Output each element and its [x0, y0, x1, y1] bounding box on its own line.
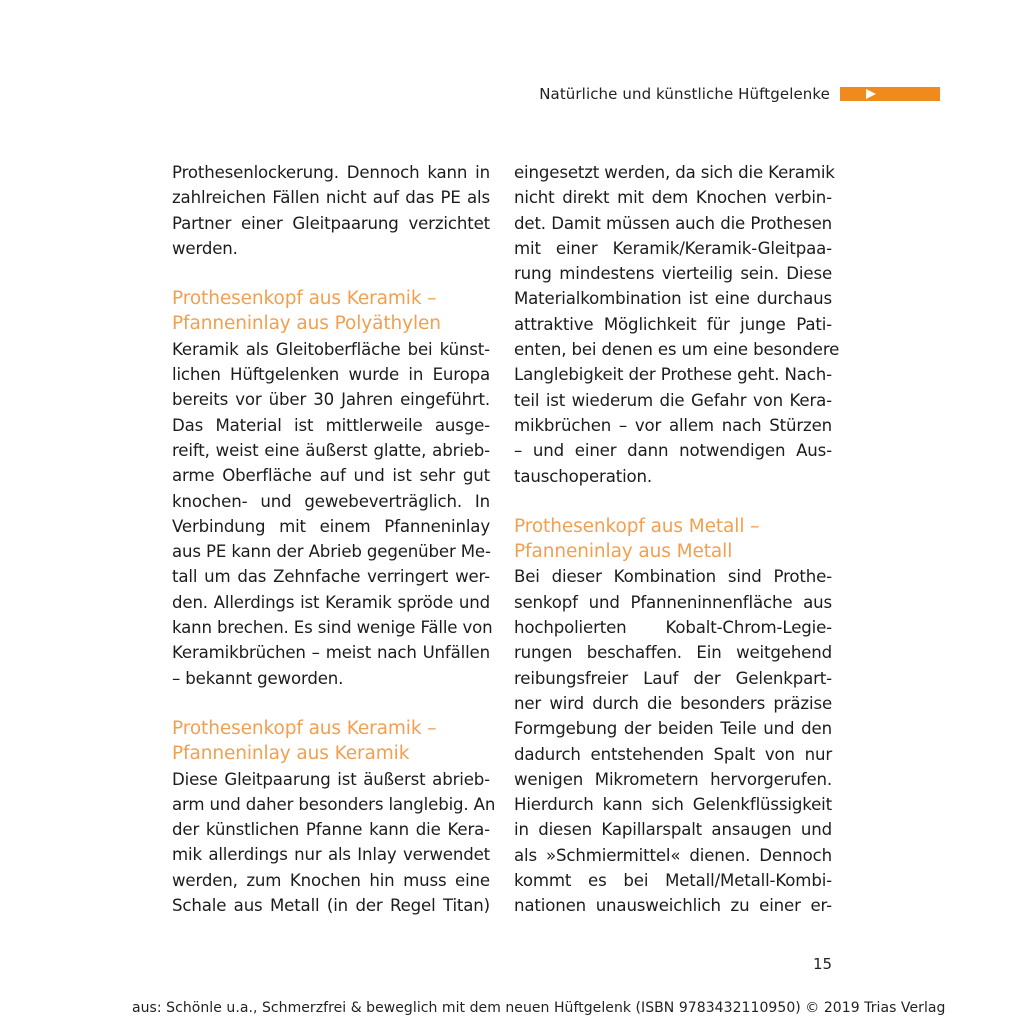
text-line: kommt es bei Metall/Metall-Kombi-: [514, 871, 832, 891]
text-line: reift, weist eine äußerst glatte, abrieb-: [172, 440, 490, 460]
text-line: Materialkombination ist eine durchaus: [514, 289, 832, 309]
text-line: rungen beschaffen. Ein weitgehend: [514, 643, 832, 663]
running-head-title: Natürliche und künstliche Hüftgelenke: [539, 85, 830, 103]
text-line: arm und daher besonders langlebig. An: [172, 794, 496, 814]
text-line: mikbrüchen – vor allem nach Stürzen: [514, 415, 832, 435]
triangle-right-icon: [866, 89, 876, 99]
paragraph: [172, 767, 496, 919]
running-head-accent-bar: [840, 87, 940, 101]
section-heading: [172, 286, 490, 337]
text-line: der künstlichen Pfanne kann die Kera-: [172, 820, 490, 840]
source-citation: aus: Schönle u.a., Schmerzfrei & beweglich mit dem neuen Hüftgelenk (ISBN 9783432110950) © 2019 Trias Verlag: [132, 1000, 946, 1016]
text-line: hochpolierten Kobalt-Chrom-Legie-: [514, 618, 832, 638]
text-line: kann brechen. Es sind wenige Fälle von: [172, 618, 493, 638]
text-line: ner wird durch die besonders präzise: [514, 693, 832, 713]
text-line: den. Allerdings ist Keramik spröde und: [172, 592, 490, 612]
text-line: arme Oberfläche auf und ist sehr gut: [172, 466, 490, 486]
text-line: tauschoperation.: [514, 466, 653, 486]
text-line: teil ist wiederum die Gefahr von Kera-: [514, 390, 832, 410]
text-line: enten, bei denen es um eine besondere: [514, 340, 840, 360]
right-column: [514, 160, 840, 919]
running-head: [539, 84, 940, 104]
text-line: in diesen Kapillarspalt ansaugen und: [514, 820, 832, 840]
text-line: Langlebigkeit der Prothese geht. Nach-: [514, 365, 832, 385]
left-column: [172, 160, 496, 918]
heading-line: Prothesenkopf aus Keramik –: [172, 717, 437, 739]
text-line: Bei dieser Kombination sind Prothe-: [514, 567, 832, 587]
text-line: senkopf und Pfanneninnenfläche aus: [514, 592, 832, 612]
text-line: nationen unausweichlich zu einer er-: [514, 896, 832, 916]
text-line: det. Damit müssen auch die Prothesen: [514, 213, 832, 233]
text-line: Schale aus Metall (in der Regel Titan): [172, 896, 490, 916]
paragraph: [514, 160, 840, 489]
text-line: werden, zum Knochen hin muss eine: [172, 870, 490, 890]
section-heading: [514, 514, 832, 565]
text-line: bereits vor über 30 Jahren eingeführt.: [172, 390, 490, 410]
heading-line: Prothesenkopf aus Keramik –: [172, 288, 437, 310]
text-line: wenigen Mikrometern hervorgerufen.: [514, 769, 832, 789]
paragraph: [514, 564, 832, 918]
text-line: Prothesenlockerung. Dennoch kann in: [172, 163, 490, 182]
heading-line: Pfanneninlay aus Polyäthylen: [172, 313, 441, 335]
text-line: Partner einer Gleitpaarung verzichtet: [172, 213, 490, 233]
text-line: knochen- und gewebeverträglich. In: [172, 491, 490, 511]
text-line: reibungsfreier Lauf der Gelenkpart-: [514, 668, 832, 688]
paragraph: [172, 337, 493, 691]
text-line: zahlreichen Fällen nicht auf das PE als: [172, 188, 490, 208]
paragraph: [172, 160, 490, 261]
text-line: – und einer dann notwendigen Aus-: [514, 441, 832, 461]
text-line: werden.: [172, 238, 238, 258]
text-line: Keramikbrüchen – meist nach Unfällen: [172, 643, 490, 663]
text-line: eingesetzt werden, da sich die Keramik: [514, 163, 835, 182]
text-line: Formgebung der beiden Teile und den: [514, 719, 832, 739]
text-line: nicht direkt mit dem Knochen verbin-: [514, 188, 832, 208]
text-line: rung mindestens vierteilig sein. Diese: [514, 264, 832, 284]
text-line: mik allerdings nur als Inlay verwendet: [172, 845, 490, 865]
text-line: dadurch entstehenden Spalt von nur: [514, 744, 832, 764]
text-line: Diese Gleitpaarung ist äußerst abrieb-: [172, 769, 490, 789]
text-line: lichen Hüftgelenken wurde in Europa: [172, 365, 490, 385]
text-line: Verbindung mit einem Pfanneninlay: [172, 516, 490, 536]
text-line: Hierdurch kann sich Gelenkflüssigkeit: [514, 795, 832, 815]
text-line: Das Material ist mittlerweile ausge-: [172, 415, 490, 435]
text-line: Keramik als Gleitoberfläche bei künst-: [172, 339, 490, 359]
heading-line: Prothesenkopf aus Metall –: [514, 515, 760, 537]
page-number: 15: [813, 955, 833, 973]
text-line: – bekannt geworden.: [172, 668, 344, 688]
heading-line: Pfanneninlay aus Keramik: [172, 743, 410, 765]
text-line: als »Schmiermittel« dienen. Dennoch: [514, 845, 832, 865]
text-line: tall um das Zehnfache verringert wer-: [172, 567, 490, 587]
text-line: attraktive Möglichkeit für junge Pati-: [514, 314, 832, 334]
text-line: aus PE kann der Abrieb gegenüber Me-: [172, 542, 491, 562]
text-line: mit einer Keramik/Keramik-Gleitpaa-: [514, 238, 832, 258]
heading-line: Pfanneninlay aus Metall: [514, 541, 733, 563]
section-heading: [172, 716, 490, 767]
